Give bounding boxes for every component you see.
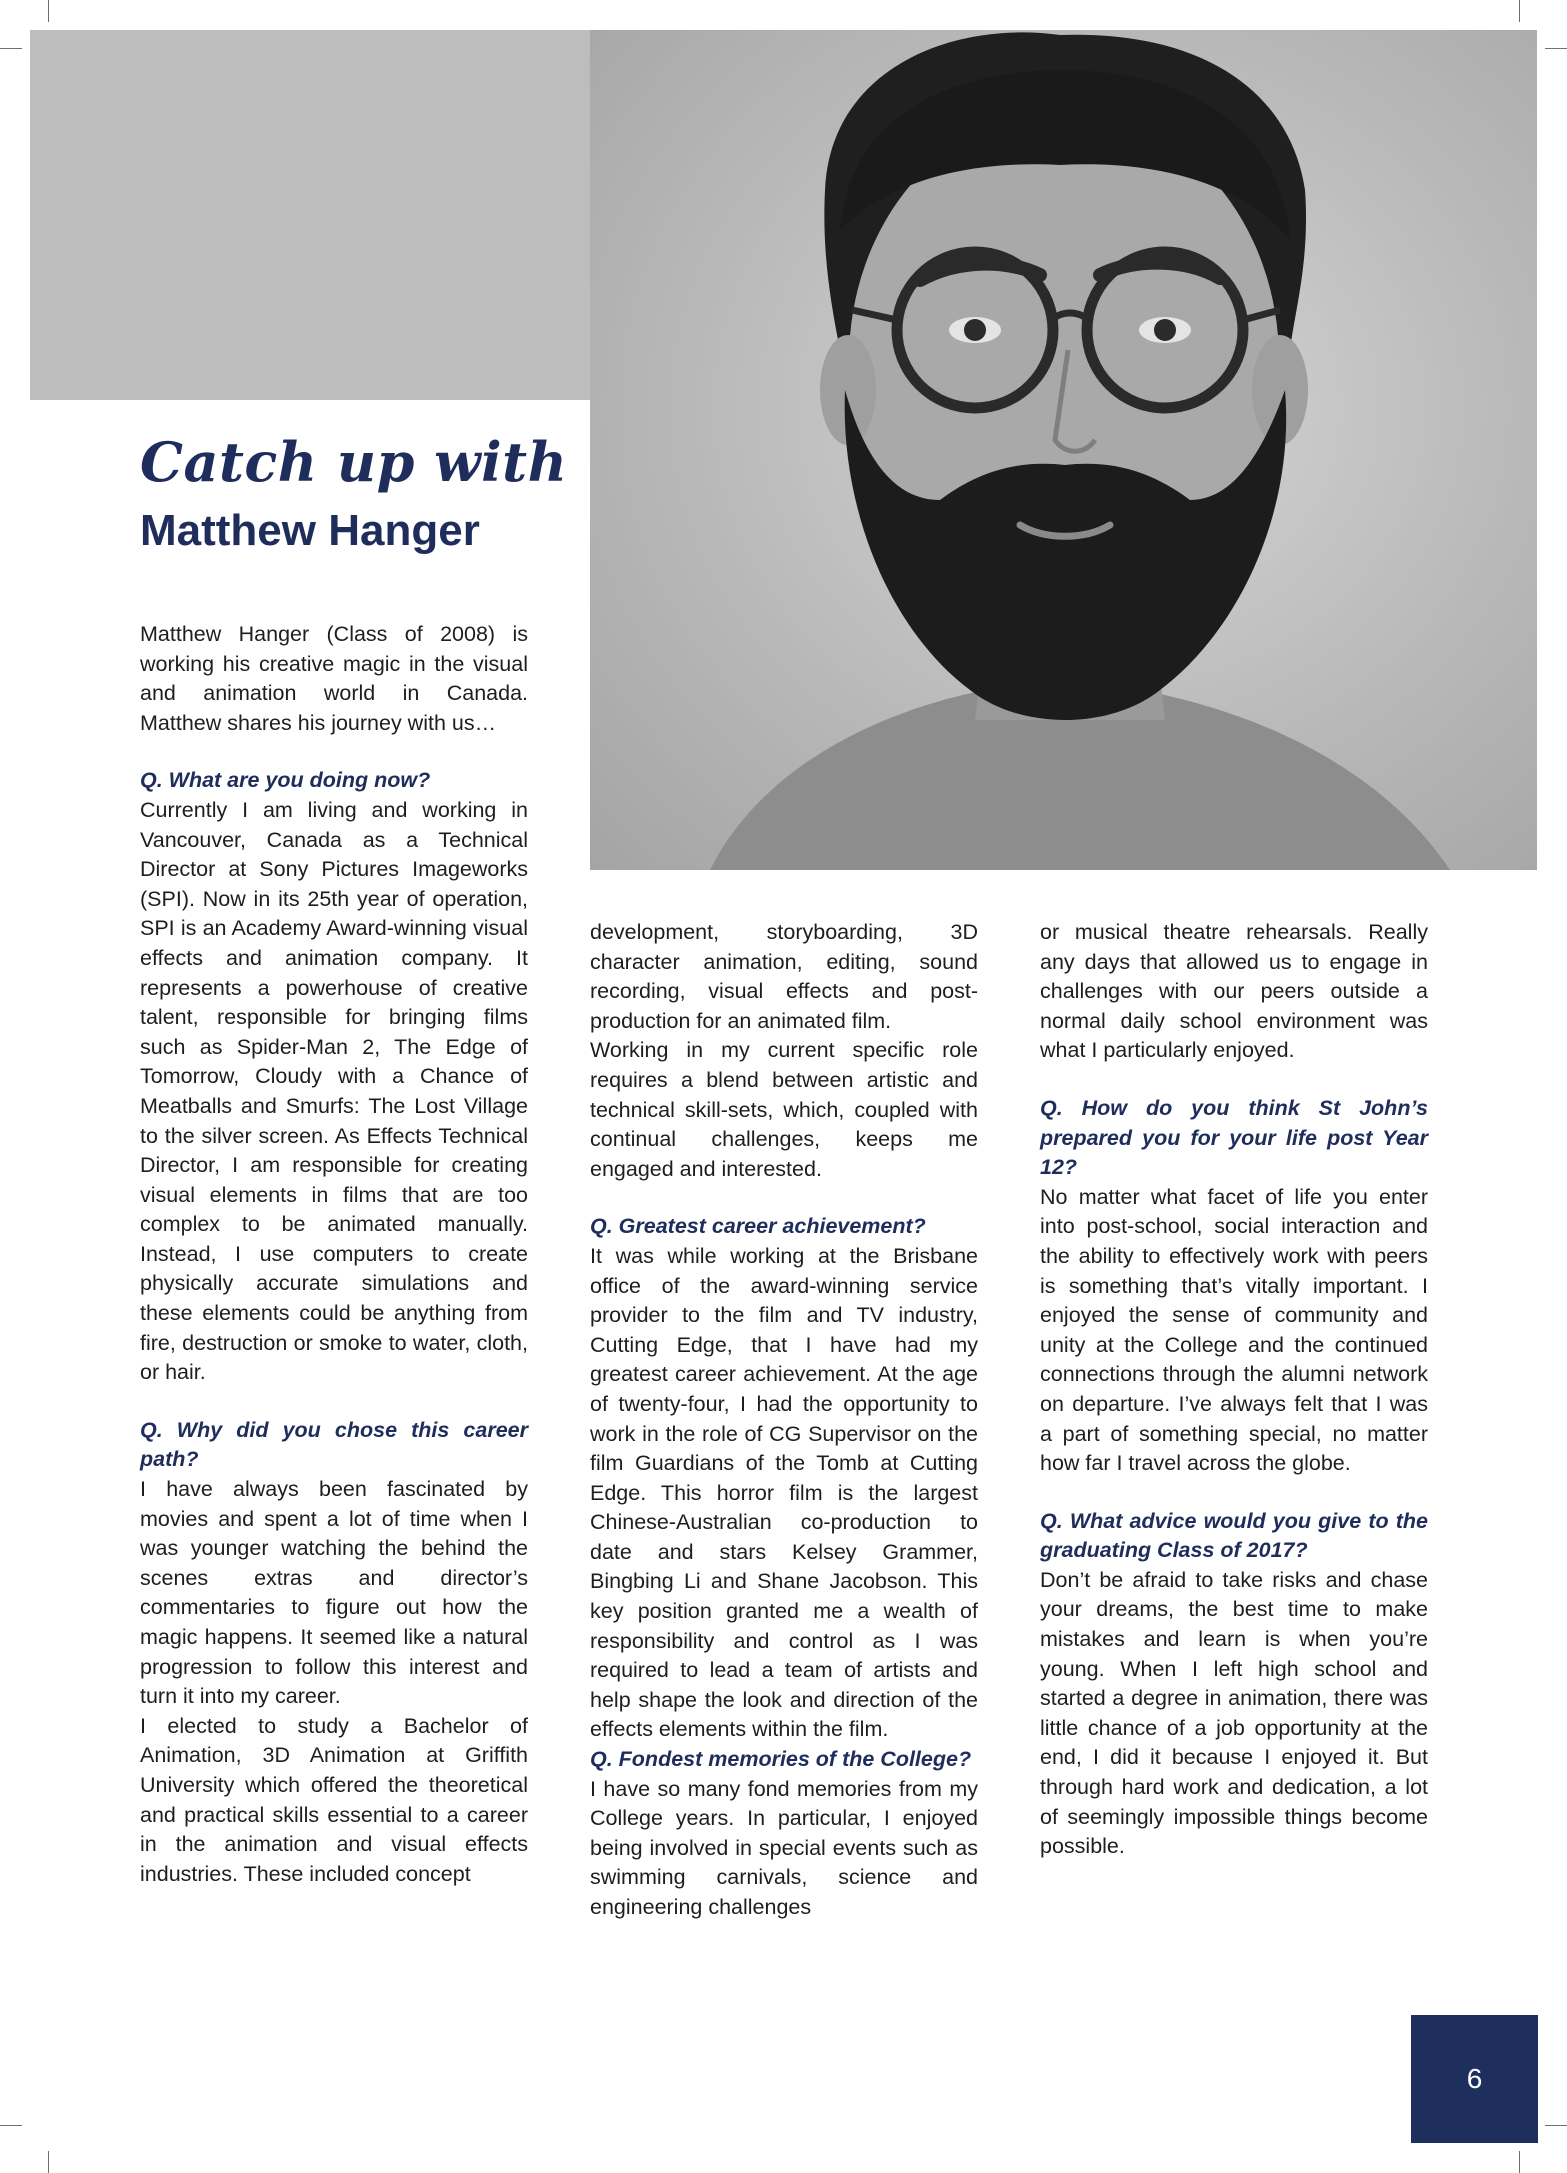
crop-mark xyxy=(48,2151,49,2173)
page-title-name: Matthew Hanger xyxy=(140,506,480,555)
crop-mark xyxy=(1545,2125,1567,2126)
question-heading: Q. Fondest memories of the College? xyxy=(590,1747,972,1772)
answer-paragraph: I have always been fascinated by movies and spent a lot of time when I was younger watching the behind the scenes extras and director’s commentaries to figure out how the magic happens. It seemed like a natural progression to follow this interest and turn it into my career. xyxy=(140,1477,528,1709)
column-2 xyxy=(590,918,978,1923)
answer-paragraph: Don’t be afraid to take risks and chase your dreams, the best time to make mistakes and learn is when you’re young. When I left high school and started a degree in animation, there was little chance of a job opportunity at the end, I did it because I enjoyed it. But through hard work and dedication, a lot of seemingly impossible things become possible. xyxy=(1040,1567,1428,1859)
crop-mark xyxy=(48,0,49,22)
answer-paragraph: Working in my current specific role requires a blend between artistic and technical skill-sets, which, coupled with continual challenges, keeps me engaged and interested. xyxy=(590,1038,978,1181)
column-1 xyxy=(140,620,528,1889)
answer-paragraph: development, storyboarding, 3D character animation, editing, sound recording, visual effects and post-production for an animated film. xyxy=(590,920,978,1033)
page-number-badge xyxy=(1411,2015,1538,2143)
crop-mark xyxy=(1545,48,1567,49)
answer-paragraph: I have so many fond memories from my College years. In particular, I enjoyed being involved in special events such as swimming carnivals, science and engineering challenges xyxy=(590,1776,978,1919)
crop-mark xyxy=(1519,2151,1520,2173)
answer-paragraph: or musical theatre rehearsals. Really any days that allowed us to engage in challenges with our peers outside a normal daily school environment was what I particularly enjoyed. xyxy=(1040,920,1428,1063)
answer-paragraph: No matter what facet of life you enter into post-school, social interaction and the ability to effectively work with peers is something that’s vitally important. I enjoyed the sense of community and unity at the College and the continued connections through the alumni network on departure. I’ve always felt that I was a part of something special, no matter how far I travel across the globe. xyxy=(1040,1184,1428,1476)
crop-mark xyxy=(0,2125,22,2126)
answer-paragraph: Currently I am living and working in Vancouver, Canada as a Technical Director at Sony Pictures Imageworks (SPI). Now in its 25th year of operation, SPI is an Academy Award-winning visual effects and animation company. It represents a powerhouse of creative talent, responsible for bringing films such as Spider-Man 2, The Edge of Tomorrow, Cloudy with a Chance of Meatballs and Smurfs: The Lost Village to the silver screen. As Effects Technical Director, I am responsible for creating visual elements in films that are too complex to be animated manually. Instead, I use computers to create physically accurate simulations and these elements could be anything from fire, destruction or smoke to water, cloth, or hair. xyxy=(140,797,528,1385)
column-3 xyxy=(1040,918,1428,1862)
question-heading: Q. What are you doing now? xyxy=(140,768,431,793)
question-heading: Q. Why did you chose this career path? xyxy=(140,1417,528,1472)
answer-paragraph: It was while working at the Brisbane office of the award-winning service provider to the film and TV industry, Cutting Edge, that I have had my greatest career achievement. At the age of twenty-four, I had the opportunity to work in the role of CG Supervisor on the film Guardians of the Tomb at Cutting Edge. This horror film is the largest Chinese-Australian co-production to date and stars Kelsey Grammer, Bingbing Li and Shane Jacobson. This key position granted me a wealth of responsibility and control as I was required to lead a team of artists and help shape the look and direction of the effects elements within the film. xyxy=(590,1243,978,1742)
page-number: 6 xyxy=(1466,2063,1483,2094)
crop-mark xyxy=(0,48,22,49)
question-heading: Q. What advice would you give to the graduating Class of 2017? xyxy=(1040,1508,1428,1563)
question-heading: Q. How do you think St John’s prepared you for your life post Year 12? xyxy=(1040,1095,1428,1180)
page-title-script: Catch up with xyxy=(140,430,568,494)
portrait-photo xyxy=(590,30,1537,870)
question-heading: Q. Greatest career achievement? xyxy=(590,1214,926,1239)
portrait-illustration xyxy=(590,30,1537,870)
crop-mark xyxy=(1519,0,1520,22)
answer-paragraph: I elected to study a Bachelor of Animation, 3D Animation at Griffith University which offered the theoretical and practical skills essential to a career in the animation and visual effects industries. These included concept xyxy=(140,1713,528,1886)
intro-paragraph: Matthew Hanger (Class of 2008) is working his creative magic in the visual and animation world in Canada. Matthew shares his journey with us… xyxy=(140,622,528,735)
